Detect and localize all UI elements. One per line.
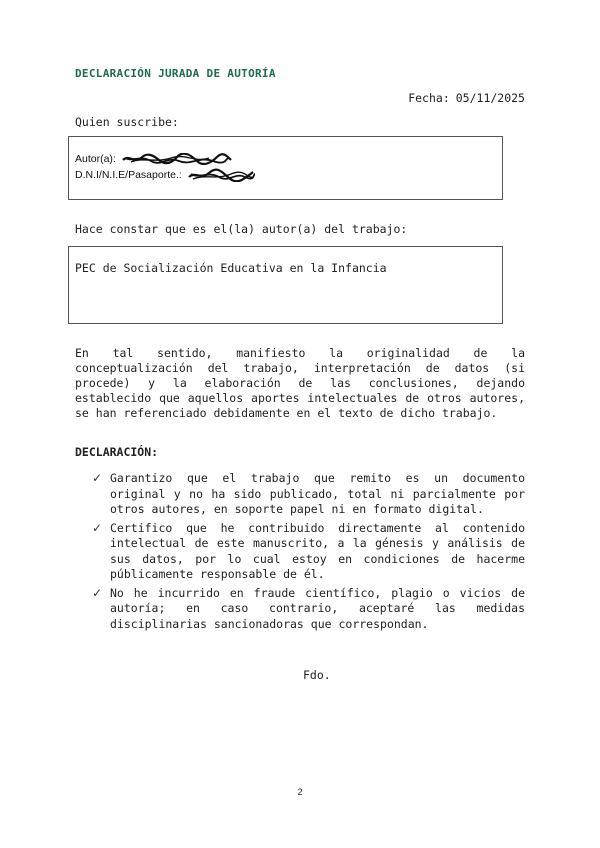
id-line	[75, 168, 257, 182]
date-line	[408, 91, 525, 105]
declaration-text: No he incurrido en fraude científico, plagio o vicios de autoría; en caso contrario, aceptaré las medidas disciplinarias sancionadoras que correspondan.	[110, 585, 525, 631]
declaration-heading: DECLARACIÓN:	[75, 445, 159, 459]
originality-paragraph: En tal sentido, manifiesto la originalidad de la conceptualización del trabajo, interpretación de datos (si procede) y la elaboración de las conclusiones, dejando establecido que aquellos aportes intelectuales de otros autores, se han referenciado debidamente en el texto de dicho trabajo.	[75, 346, 525, 420]
date-value: 05/11/2025	[455, 91, 525, 105]
id-label: D.N.I/N.I.E/Pasaporte.:	[75, 168, 182, 181]
work-title-box	[68, 246, 503, 324]
redacted-author-name	[121, 153, 233, 165]
states-label: Hace constar que es el(la) autor(a) del trabajo:	[75, 222, 408, 236]
declaration-item	[92, 471, 525, 518]
declaration-item	[92, 521, 525, 583]
check-icon: ✓	[92, 520, 103, 535]
subscriber-label: Quien suscribe:	[75, 115, 179, 129]
check-icon: ✓	[92, 585, 103, 600]
redacted-id-number	[187, 168, 257, 182]
page-number: 2	[297, 787, 303, 797]
author-info-box	[68, 136, 503, 200]
author-line	[75, 153, 233, 165]
document-title: DECLARACIÓN JURADA DE AUTORÍA	[75, 67, 276, 80]
declaration-item	[92, 586, 525, 633]
date-label: Fecha:	[408, 91, 450, 105]
declaration-list	[92, 471, 525, 635]
check-icon: ✓	[92, 471, 103, 485]
author-label: Autor(a):	[75, 153, 116, 165]
signature-label: Fdo.	[303, 668, 331, 682]
declaration-text: Garantizo que el trabajo que remito es un documento original y no ha sido publicado, total ni parcialmente por otros autores, en soporte papel ni en formato digital.	[110, 471, 525, 516]
work-title: PEC de Socialización Educativa en la Infancia	[75, 261, 387, 275]
declaration-text: Certifico que he contribuido directamente al contenido intelectual de este manuscrito, a la génesis y análisis de sus datos, por lo cual estoy en condiciones de hacerme públicamente responsable de él.	[110, 520, 525, 581]
